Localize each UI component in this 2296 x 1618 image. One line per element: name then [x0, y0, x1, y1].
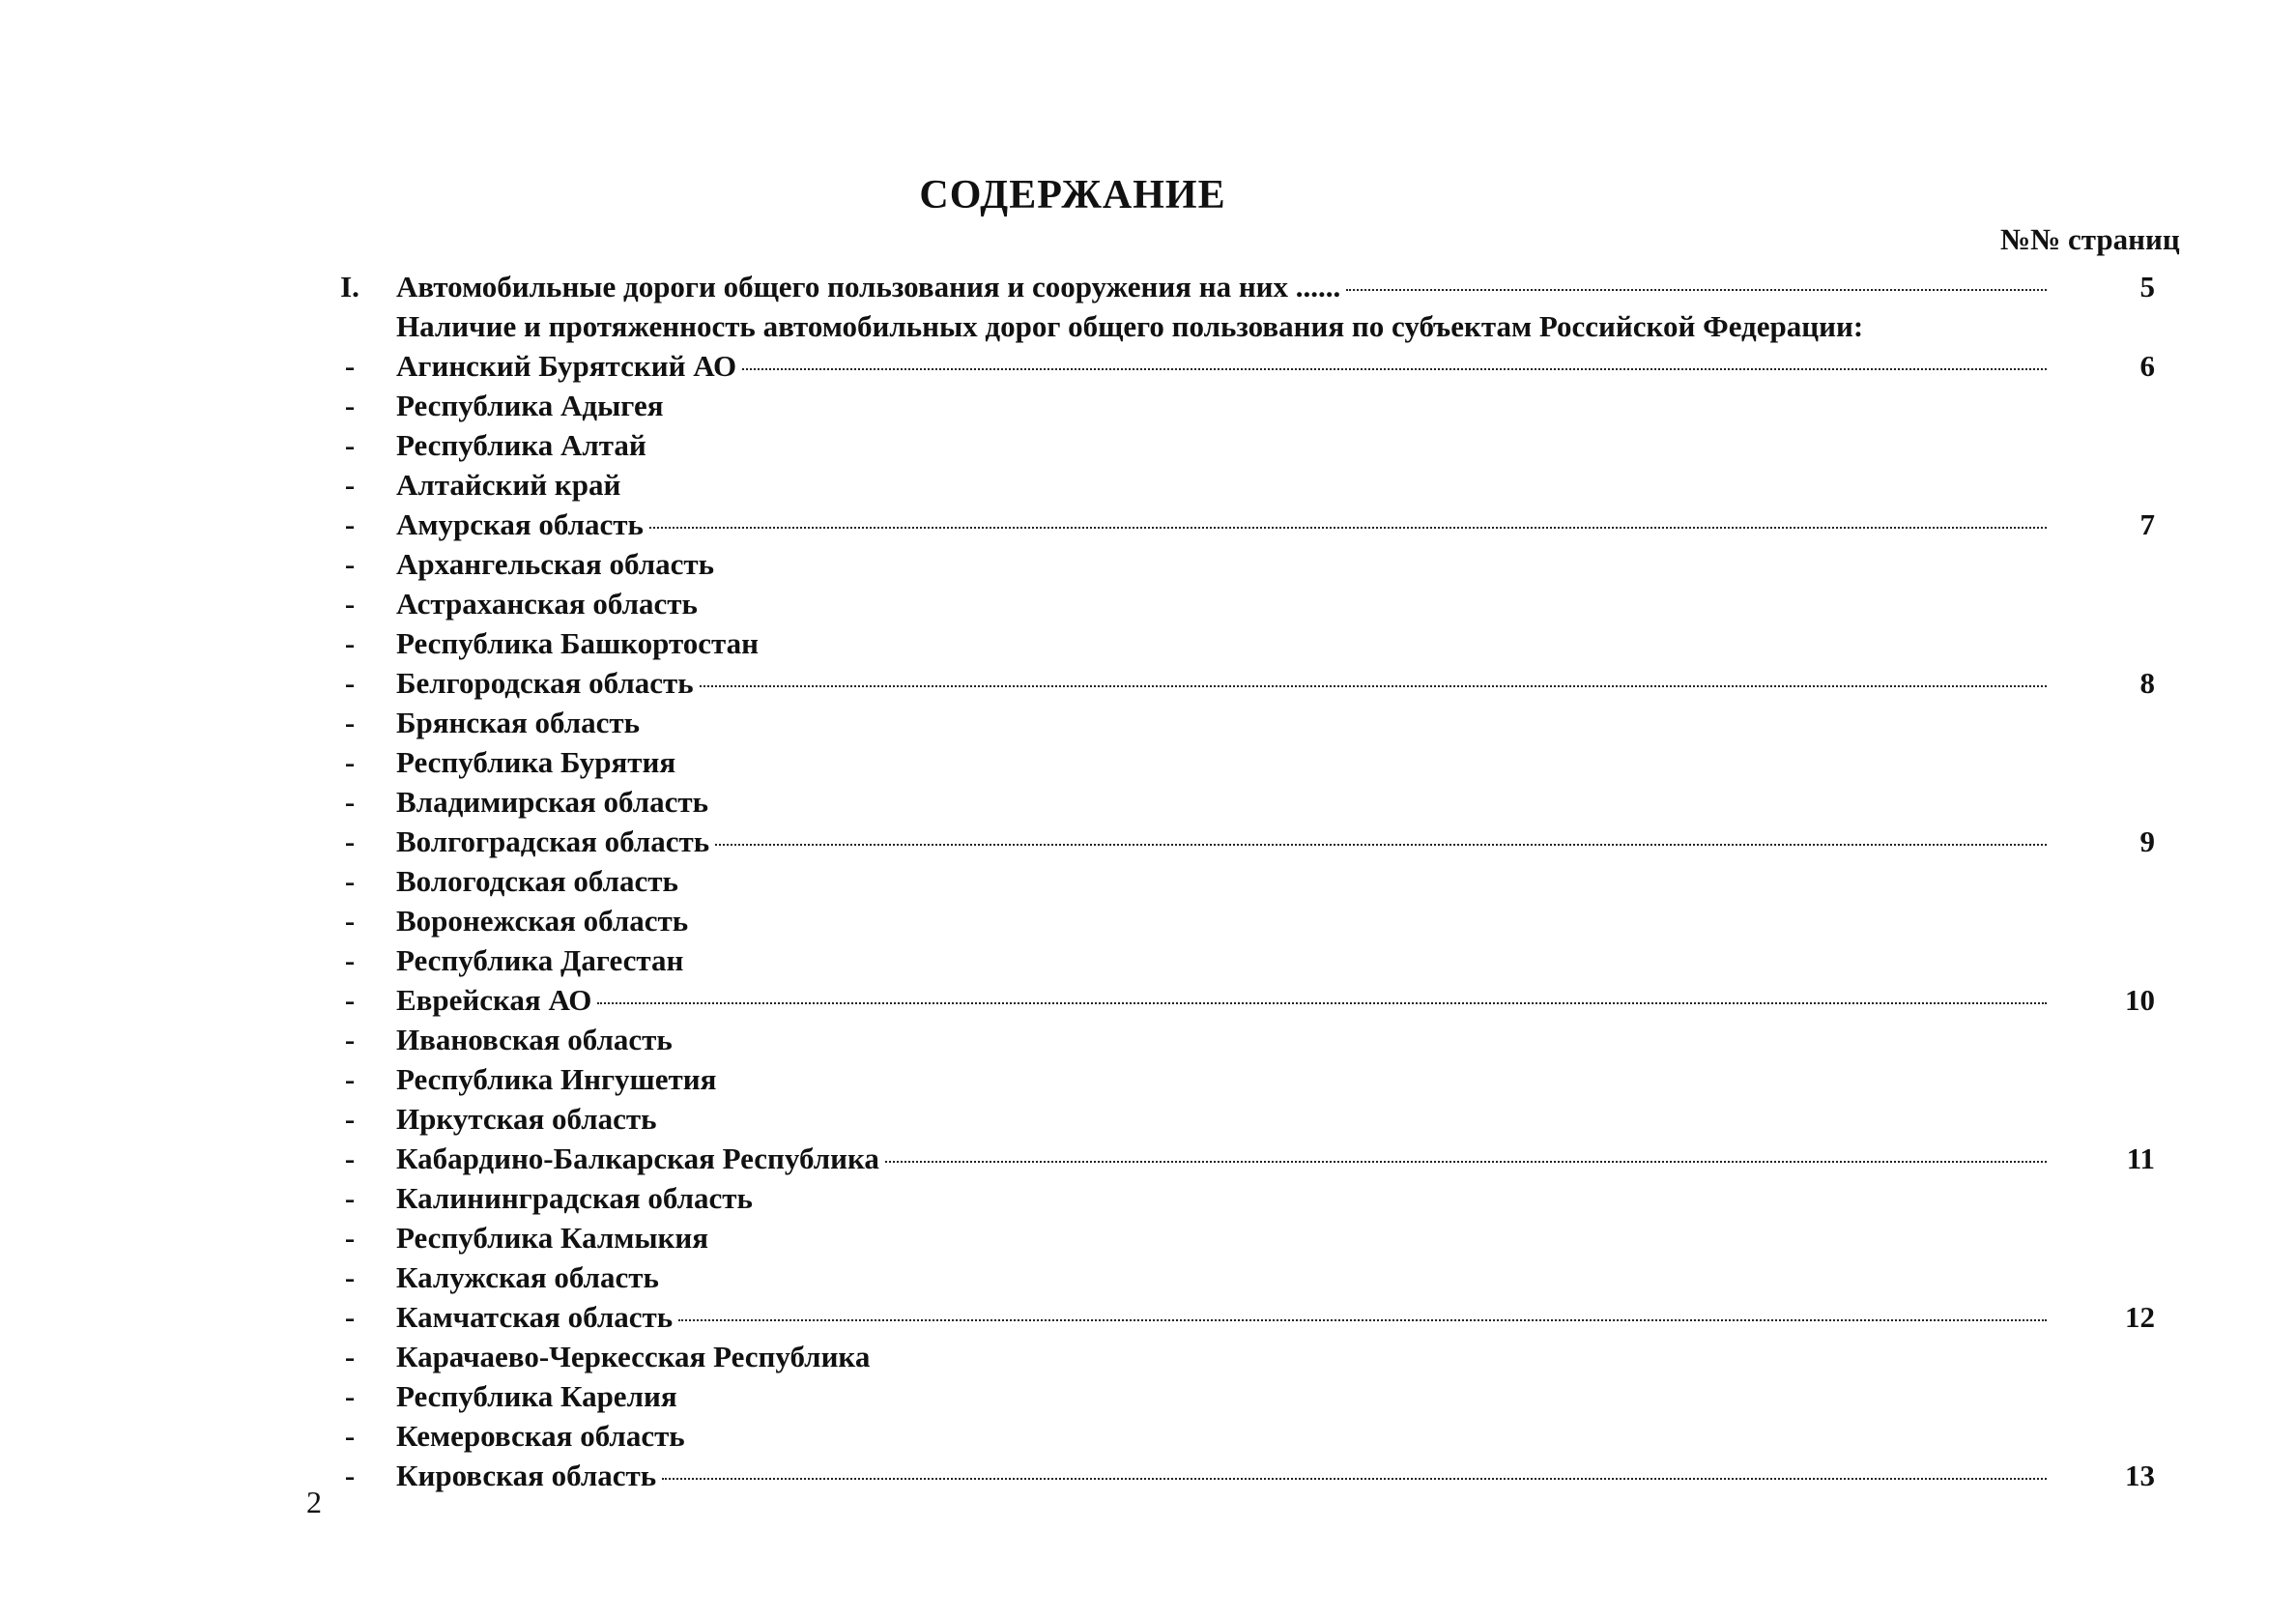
toc-marker: -: [344, 1062, 356, 1096]
toc-row: [0, 623, 2296, 663]
toc-row: [0, 980, 2296, 1020]
toc-entry: [396, 1257, 2051, 1297]
toc-entry-title: Карачаево-Черкесская Республика: [396, 1340, 871, 1373]
toc-entry: [396, 1178, 2051, 1218]
toc-page-number: 5: [2139, 270, 2155, 303]
toc-entry-title: Кировская область: [396, 1459, 657, 1492]
toc-page-number: 8: [2139, 666, 2155, 700]
toc-entry-title: Республика Карелия: [396, 1379, 677, 1413]
toc-marker: -: [344, 1023, 356, 1056]
toc-entry-title: Автомобильные дороги общего пользования и сооружения на них ......: [396, 270, 1341, 303]
toc-row: [0, 386, 2296, 425]
toc-marker: -: [344, 468, 356, 502]
toc-entry-title: Республика Ингушетия: [396, 1062, 717, 1096]
toc-row: [0, 861, 2296, 901]
toc-entry: [396, 1020, 2051, 1059]
toc-dot-leader: [649, 527, 2047, 529]
footer-page-number: 2: [306, 1485, 322, 1519]
toc-entry-title: Республика Дагестан: [396, 943, 684, 977]
toc-marker: -: [344, 349, 356, 383]
toc-marker: I.: [340, 270, 359, 303]
toc-dot-leader: [885, 1161, 2047, 1163]
toc-entry-title: Калужская область: [396, 1260, 659, 1294]
toc-row: [0, 782, 2296, 822]
toc-marker: -: [344, 1181, 356, 1215]
toc-entry-title: Еврейская АО: [396, 983, 592, 1017]
toc-entry-title: Наличие и протяженность автомобильных дорог общего пользования по субъектам Российской Федерации:: [396, 309, 1864, 343]
toc-entry: [396, 782, 2051, 822]
toc-marker: -: [344, 824, 356, 858]
toc-dot-leader: [662, 1478, 2047, 1480]
toc-marker: -: [344, 745, 356, 779]
toc-marker: -: [344, 1419, 356, 1453]
toc-marker: -: [344, 626, 356, 660]
toc-entry: [396, 901, 2051, 940]
toc-entry: [396, 940, 2051, 980]
toc-row: [0, 1416, 2296, 1456]
toc-entry: [396, 544, 2051, 584]
toc-marker: -: [344, 864, 356, 898]
toc-marker: -: [344, 983, 356, 1017]
toc-entry-title: Республика Алтай: [396, 428, 646, 462]
toc-marker: -: [344, 547, 356, 581]
toc-row: [0, 1178, 2296, 1218]
toc-entry: [396, 1416, 2051, 1456]
toc-entry: [396, 425, 2051, 465]
toc-dot-leader: [700, 685, 2047, 687]
toc-marker: -: [344, 587, 356, 621]
table-of-contents: [0, 267, 2296, 1495]
toc-entry: [396, 822, 2051, 861]
toc-entry-title: Агинский Бурятский АО: [396, 349, 737, 383]
toc-entry: [396, 861, 2051, 901]
toc-row: [0, 1059, 2296, 1099]
toc-entry-title: Республика Бурятия: [396, 745, 676, 779]
page-title: СОДЕРЖАНИЕ: [919, 173, 1226, 217]
toc-row: [0, 1020, 2296, 1059]
toc-entry-title: Белгородская область: [396, 666, 694, 700]
toc-entry: [396, 1139, 2051, 1178]
toc-entry-title: Камчатская область: [396, 1300, 674, 1334]
toc-entry-title: Амурская область: [396, 507, 644, 541]
toc-marker: -: [344, 706, 356, 739]
toc-marker: -: [344, 1221, 356, 1255]
toc-row: [0, 1257, 2296, 1297]
toc-row: [0, 1099, 2296, 1139]
toc-row: [0, 267, 2296, 306]
toc-entry: [396, 1059, 2051, 1099]
toc-row: [0, 544, 2296, 584]
toc-marker: -: [344, 1300, 356, 1334]
toc-dot-leader: [678, 1319, 2047, 1321]
toc-row: [0, 505, 2296, 544]
toc-marker: -: [344, 904, 356, 938]
toc-page-number: 11: [2126, 1141, 2155, 1175]
toc-entry: [396, 1337, 2051, 1376]
toc-entry: [396, 346, 2051, 386]
toc-row: [0, 425, 2296, 465]
toc-marker: -: [344, 428, 356, 462]
toc-entry-title: Кабардино-Балкарская Республика: [396, 1141, 879, 1175]
toc-entry: [396, 1218, 2051, 1257]
toc-entry-title: Республика Калмыкия: [396, 1221, 709, 1255]
toc-row: [0, 1376, 2296, 1416]
toc-entry-title: Кемеровская область: [396, 1419, 685, 1453]
toc-entry: [396, 386, 2051, 425]
page-numbers-header: №№ страниц: [2000, 222, 2180, 256]
toc-marker: -: [344, 1379, 356, 1413]
toc-entry: [396, 267, 2051, 306]
toc-entry-title: Вологодская область: [396, 864, 678, 898]
toc-entry-title: Воронежская область: [396, 904, 689, 938]
toc-entry: [396, 980, 2051, 1020]
toc-entry: [396, 306, 2051, 346]
toc-marker: -: [344, 666, 356, 700]
toc-row: [0, 822, 2296, 861]
toc-entry-title: Калининградская область: [396, 1181, 753, 1215]
toc-row: [0, 742, 2296, 782]
toc-entry: [396, 584, 2051, 623]
toc-entry: [396, 505, 2051, 544]
toc-marker: -: [344, 1102, 356, 1136]
toc-entry: [396, 1099, 2051, 1139]
toc-page-number: 9: [2139, 824, 2155, 858]
toc-marker: -: [344, 785, 356, 819]
toc-marker: -: [344, 507, 356, 541]
toc-entry-title: Архангельская область: [396, 547, 714, 581]
toc-row: [0, 1297, 2296, 1337]
toc-row: [0, 1337, 2296, 1376]
toc-page-number: 12: [2125, 1300, 2155, 1334]
toc-row: [0, 346, 2296, 386]
toc-entry: [396, 1456, 2051, 1495]
toc-entry-title: Брянская область: [396, 706, 641, 739]
toc-page-number: 10: [2125, 983, 2155, 1017]
toc-row: [0, 901, 2296, 940]
toc-page-number: 7: [2139, 507, 2155, 541]
toc-row: [0, 663, 2296, 703]
toc-marker: -: [344, 1260, 356, 1294]
toc-entry-title: Волгоградская область: [396, 824, 710, 858]
toc-entry: [396, 465, 2051, 505]
toc-dot-leader: [1346, 289, 2047, 291]
toc-entry: [396, 663, 2051, 703]
toc-entry-title: Астраханская область: [396, 587, 698, 621]
toc-row: [0, 940, 2296, 980]
toc-marker: -: [344, 389, 356, 422]
toc-entry-title: Ивановская область: [396, 1023, 673, 1056]
toc-row: [0, 703, 2296, 742]
toc-entry: [396, 1376, 2051, 1416]
toc-entry-title: Республика Башкортостан: [396, 626, 759, 660]
toc-entry-title: Владимирская область: [396, 785, 709, 819]
toc-page-number: 13: [2125, 1459, 2155, 1492]
toc-row: [0, 1218, 2296, 1257]
toc-row: [0, 1456, 2296, 1495]
toc-row: [0, 584, 2296, 623]
toc-entry: [396, 1297, 2051, 1337]
toc-entry-title: Алтайский край: [396, 468, 621, 502]
toc-entry: [396, 742, 2051, 782]
toc-marker: -: [344, 943, 356, 977]
toc-entry: [396, 623, 2051, 663]
toc-row: [0, 306, 2296, 346]
toc-entry: [396, 703, 2051, 742]
toc-marker: -: [344, 1459, 356, 1492]
toc-marker: -: [344, 1141, 356, 1175]
toc-dot-leader: [715, 844, 2047, 846]
toc-entry-title: Республика Адыгея: [396, 389, 664, 422]
toc-row: [0, 465, 2296, 505]
toc-row: [0, 1139, 2296, 1178]
toc-marker: -: [344, 1340, 356, 1373]
toc-dot-leader: [597, 1002, 2047, 1004]
toc-dot-leader: [742, 368, 2047, 370]
toc-entry-title: Иркутская область: [396, 1102, 657, 1136]
toc-page-number: 6: [2139, 349, 2155, 383]
